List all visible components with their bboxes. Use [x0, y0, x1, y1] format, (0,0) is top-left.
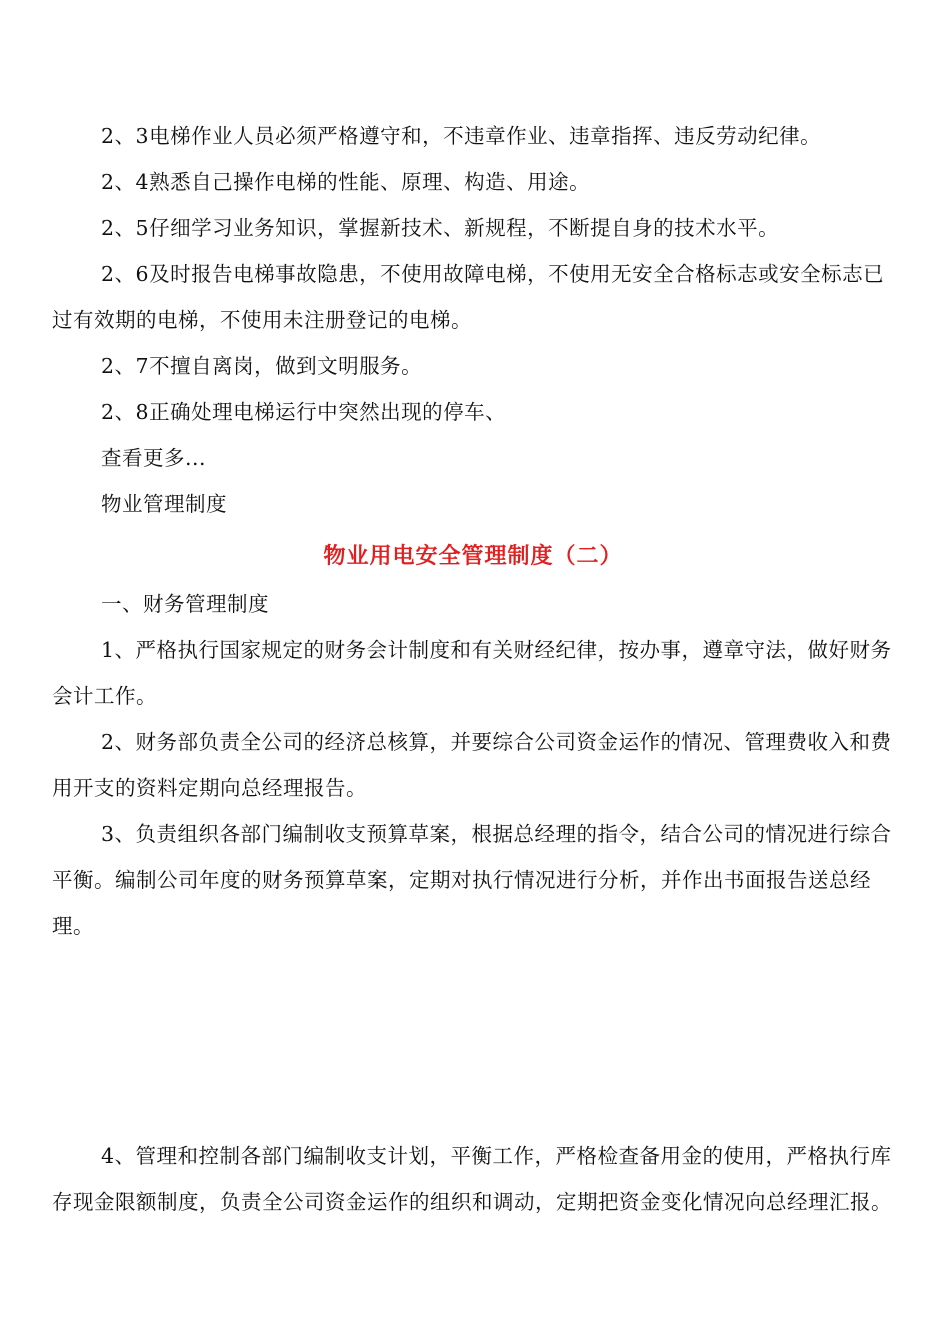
paragraph-2-7: 2、7不擅自离岗，做到文明服务。 [101, 354, 423, 378]
paragraph-2-8: 2、8正确处理电梯运行中突然出现的停车、 [101, 400, 507, 424]
paragraph-2-5: 2、5仔细学习业务知识，掌握新技术、新规程，不断提自身的技术水平。 [101, 216, 780, 240]
view-more-text: 查看更多... [101, 446, 207, 470]
paragraph-finance-2: 2、财务部负责全公司的经济总核算，并要综合公司资金运作的情况、管理费收入和费用开支的资料定期向总经理报告。 [52, 730, 892, 800]
paragraph-finance-1: 1、严格执行国家规定的财务会计制度和有关财经纪律，按办事，遵章守法，做好财务会计工作。 [52, 638, 892, 708]
property-management-label: 物业管理制度 [101, 492, 227, 516]
paragraph-finance-4: 4、管理和控制各部门编制收支计划，平衡工作，严格检查备用金的使用，严格执行库存现金限额制度，负责全公司资金运作的组织和调动，定期把资金变化情况向总经理汇报。 [52, 1144, 892, 1214]
paragraph-finance-3: 3、负责组织各部门编制收支预算草案，根据总经理的指令，结合公司的情况进行综合平衡。编制公司年度的财务预算草案，定期对执行情况进行分析，并作出书面报告送总经理。 [52, 822, 892, 938]
paragraph-2-6: 2、6及时报告电梯事故隐患，不使用故障电梯，不使用无安全合格标志或安全标志已过有效期的电梯，不使用未注册登记的电梯。 [52, 262, 885, 332]
paragraph-2-4: 2、4熟悉自己操作电梯的性能、原理、构造、用途。 [101, 170, 591, 194]
section-title: 物业用电安全管理制度（二） [323, 543, 623, 569]
paragraph-2-3: 2、3电梯作业人员必须严格遵守和，不违章作业、违章指挥、违反劳动纪律。 [101, 124, 822, 148]
section-heading: 一、财务管理制度 [101, 592, 269, 616]
